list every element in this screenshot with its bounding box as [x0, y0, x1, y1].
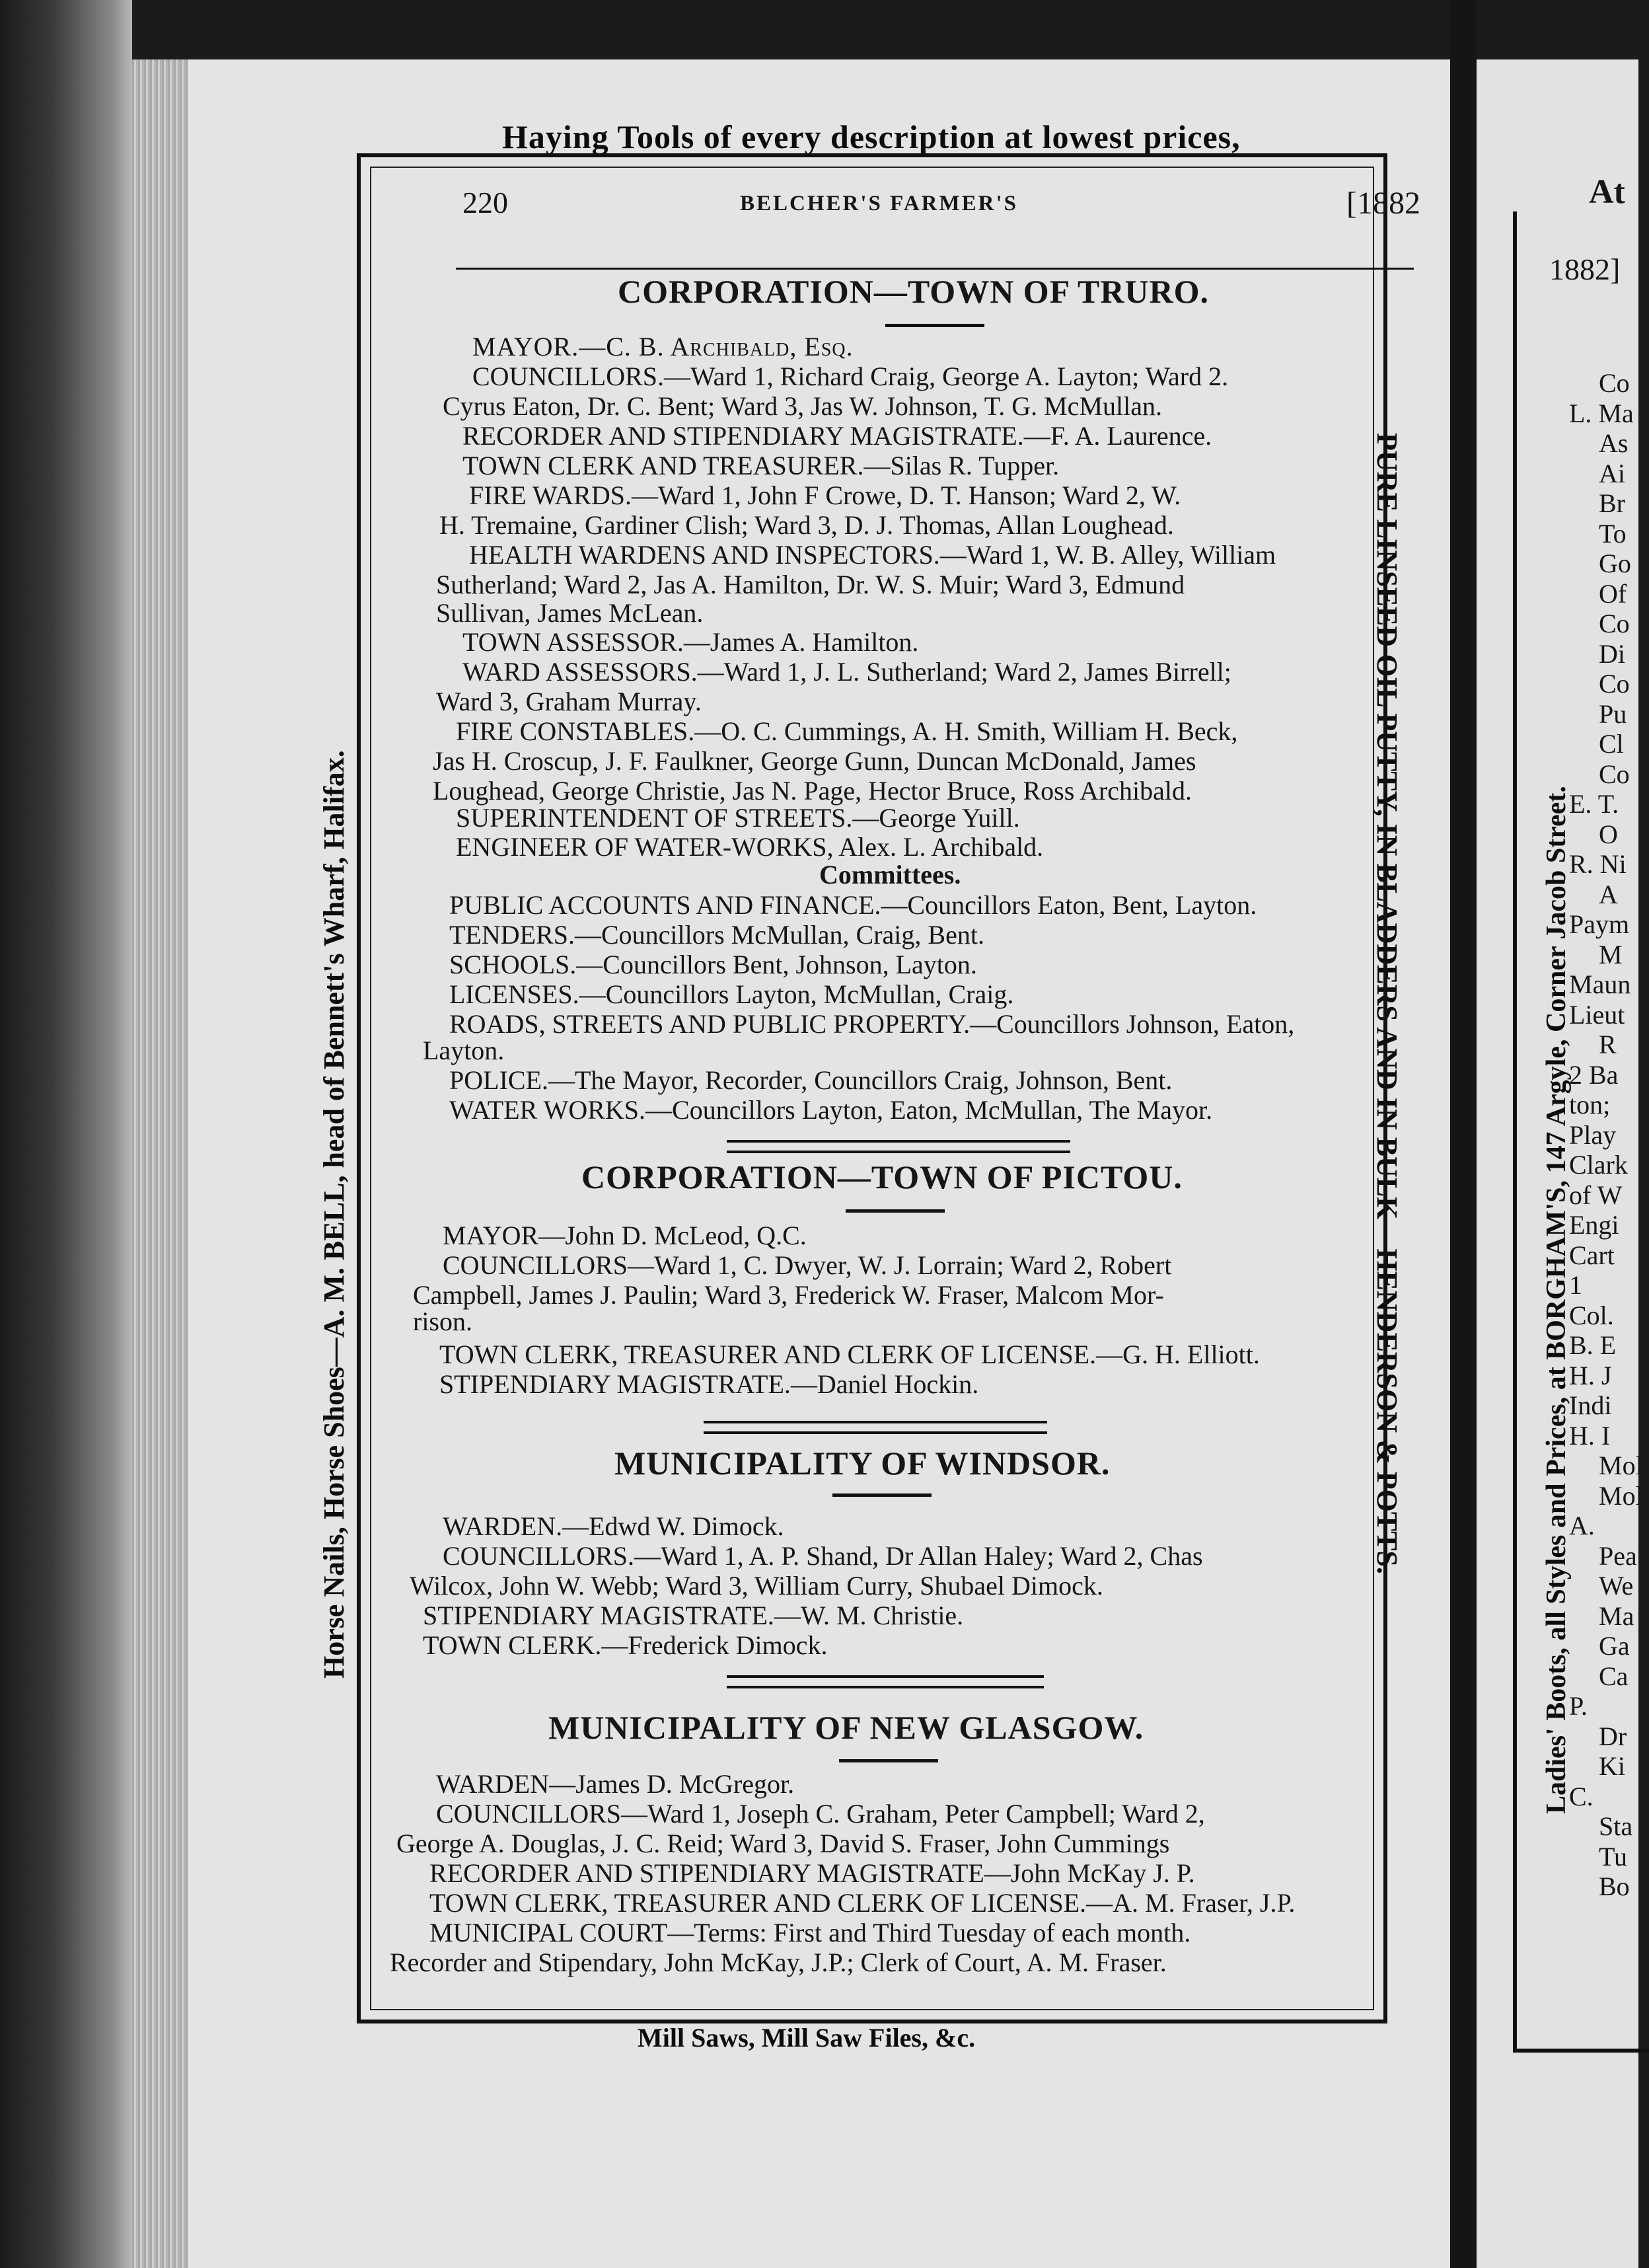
next-page-line-fragment: Col.	[1569, 1300, 1614, 1330]
truro-line: Sullivan, James McLean.	[436, 598, 704, 628]
committee-line: LICENSES.—Councillors Layton, McMullan, Craig.	[449, 979, 1014, 1009]
next-page-line-fragment: R	[1599, 1030, 1617, 1059]
next-page-line-fragment: A	[1599, 879, 1618, 909]
next-page-line-fragment: Mol	[1599, 1451, 1643, 1480]
next-page-line-fragment: Mol	[1599, 1480, 1643, 1511]
next-page-line-fragment: Indi	[1569, 1390, 1612, 1420]
next-page-line-fragment: P.	[1569, 1691, 1588, 1721]
next-page-line-fragment: 2 Ba	[1569, 1059, 1619, 1090]
truro-line: TOWN CLERK AND TREASURER.—Silas R. Tupper.	[462, 451, 1060, 480]
new-glasgow-line: RECORDER AND STIPENDIARY MAGISTRATE—John McKay J. P.	[429, 1858, 1195, 1888]
truro-title-rule	[885, 324, 984, 327]
new-glasgow-line: Recorder and Stipendary, John McKay, J.P.; Clerk of Court, A. M. Fraser.	[390, 1947, 1167, 1977]
next-page-line-fragment: Ai	[1599, 458, 1625, 488]
pictou-line: MAYOR—John D. McLeod, Q.C.	[443, 1221, 807, 1250]
page-gap	[1450, 0, 1477, 2268]
next-page-line-fragment: To	[1599, 518, 1627, 548]
binding-gutter	[0, 0, 132, 2268]
next-page-line-fragment: Clark	[1569, 1150, 1628, 1180]
next-page-line-fragment: Cl	[1599, 729, 1624, 759]
pictou-line: COUNCILLORS—Ward 1, C. Dwyer, W. J. Lorrain; Ward 2, Robert	[443, 1250, 1172, 1280]
truro-line: MAYOR.—C. B. Archibald, Esq.	[472, 332, 854, 361]
next-page-line-fragment: Pea	[1599, 1540, 1637, 1571]
windsor-title-rule	[832, 1493, 932, 1497]
new-glasgow-line: COUNCILLORS—Ward 1, Joseph C. Graham, Peter Campbell; Ward 2,	[436, 1799, 1205, 1829]
next-page-line-fragment: H. I	[1569, 1420, 1611, 1451]
committee-line: WATER WORKS.—Councillors Layton, Eaton, McMullan, The Mayor.	[449, 1095, 1213, 1125]
next-page-line-fragment: Maun	[1569, 969, 1631, 999]
section-divider	[727, 1140, 1070, 1153]
pictou-title: CORPORATION—TOWN OF PICTOU.	[581, 1158, 1183, 1195]
windsor-line: WARDEN.—Edwd W. Dimock.	[443, 1511, 784, 1541]
left-vertical-advertisement: Horse Nails, Horse Shoes—A. M. BELL, head of Bennett's Wharf, Halifax.	[318, 750, 350, 1679]
committees-heading: Committees.	[819, 860, 961, 889]
next-page-line-fragment: Paym	[1569, 909, 1630, 939]
truro-line: COUNCILLORS.—Ward 1, Richard Craig, George A. Layton; Ward 2.	[472, 361, 1229, 391]
truro-line: SUPERINTENDENT OF STREETS.—George Yuill.	[456, 803, 1020, 833]
truro-line: ENGINEER OF WATER-WORKS, Alex. L. Archibald.	[456, 832, 1044, 862]
new-glasgow-line: George A. Douglas, J. C. Reid; Ward 3, David S. Fraser, John Cummings	[396, 1829, 1170, 1858]
next-page-line-fragment: As	[1599, 428, 1629, 458]
pictou-line: TOWN CLERK, TREASURER AND CLERK OF LICENSE.—G. H. Elliott.	[439, 1340, 1260, 1369]
next-page-line-fragment: Co	[1599, 669, 1630, 699]
next-page-line-fragment: Go	[1599, 548, 1631, 578]
top-advertisement: Haying Tools of every description at lowest prices,	[502, 118, 1241, 155]
windsor-line: TOWN CLERK.—Frederick Dimock.	[423, 1630, 828, 1660]
section-divider	[727, 1675, 1044, 1688]
next-page-line-fragment: E. T.	[1569, 789, 1619, 819]
pictou-title-rule	[846, 1209, 945, 1213]
next-page-line-fragment: Ki	[1599, 1751, 1625, 1781]
truro-title: CORPORATION—TOWN OF TRURO.	[618, 273, 1210, 310]
next-page-line-fragment: ton;	[1569, 1090, 1611, 1119]
next-page-line-fragment: Ca	[1599, 1661, 1629, 1691]
new-glasgow-title-rule	[839, 1759, 938, 1762]
new-glasgow-line: TOWN CLERK, TREASURER AND CLERK OF LICENSE.—A. M. Fraser, J.P.	[429, 1888, 1296, 1918]
truro-line: Sutherland; Ward 2, Jas A. Hamilton, Dr. W. S. Muir; Ward 3, Edmund	[436, 570, 1185, 599]
windsor-line: Wilcox, John W. Webb; Ward 3, William Curry, Shubael Dimock.	[410, 1571, 1103, 1601]
next-page-line-fragment: M	[1599, 939, 1623, 969]
next-page-vertical-advertisement: Ladies' Boots, all Styles and Prices, at BORGHAM'S, 147 Argyle, Corner Jacob Street.	[1541, 786, 1572, 1814]
next-page-line-fragment: Bo	[1599, 1871, 1630, 1901]
next-page-line-fragment: 1	[1569, 1270, 1582, 1300]
pictou-line: Campbell, James J. Paulin; Ward 3, Frederick W. Fraser, Malcom Mor-	[413, 1280, 1164, 1310]
new-glasgow-line: WARDEN—James D. McGregor.	[436, 1769, 795, 1799]
truro-line: TOWN ASSESSOR.—James A. Hamilton.	[462, 627, 919, 657]
header-rule	[456, 268, 1414, 270]
next-page-line-fragment: C.	[1569, 1781, 1594, 1811]
committee-line: Layton.	[423, 1036, 505, 1065]
section-divider	[704, 1421, 1047, 1434]
next-page-line-fragment: O	[1599, 819, 1618, 849]
next-page-line-fragment: Lieut	[1569, 999, 1625, 1030]
committee-line: TENDERS.—Councillors McMullan, Craig, Bent.	[449, 920, 984, 950]
next-page-line-fragment: Co	[1599, 368, 1630, 398]
next-page-line-fragment: B. E	[1569, 1330, 1617, 1360]
page-number: 220	[462, 186, 508, 219]
page-edges	[132, 59, 188, 2268]
truro-line: WARD ASSESSORS.—Ward 1, J. L. Sutherland; Ward 2, James Birrell;	[462, 657, 1231, 687]
next-page-line-fragment: Ma	[1599, 1601, 1634, 1631]
next-page-line-fragment: Ga	[1599, 1631, 1630, 1661]
next-page-top-fragment: At	[1589, 173, 1625, 211]
running-header	[462, 185, 1420, 231]
next-page-line-fragment: Di	[1599, 638, 1625, 669]
next-page-line-fragment: H. J	[1569, 1360, 1612, 1390]
next-page-line-fragment: Play	[1569, 1119, 1617, 1150]
next-page-line-fragment: R. Ni	[1569, 849, 1627, 879]
next-page-line-fragment: Engi	[1569, 1210, 1619, 1240]
pictou-line: STIPENDIARY MAGISTRATE.—Daniel Hockin.	[439, 1369, 979, 1399]
next-page-line-fragment: of W	[1569, 1180, 1623, 1210]
new-glasgow-line: MUNICIPAL COURT—Terms: First and Third Tuesday of each month.	[429, 1918, 1191, 1947]
windsor-line: COUNCILLORS.—Ward 1, A. P. Shand, Dr Allan Haley; Ward 2, Chas	[443, 1541, 1203, 1571]
truro-line: H. Tremaine, Gardiner Clish; Ward 3, D. J. Thomas, Allan Loughead.	[439, 510, 1174, 540]
committee-line: PUBLIC ACCOUNTS AND FINANCE.—Councillors Eaton, Bent, Layton.	[449, 890, 1257, 920]
new-glasgow-title: MUNICIPALITY OF NEW GLASGOW.	[548, 1709, 1144, 1746]
windsor-line: STIPENDIARY MAGISTRATE.—W. M. Christie.	[423, 1601, 964, 1630]
next-page-line-fragment: Cart	[1569, 1240, 1615, 1270]
running-title: BELCHER'S FARMER'S	[740, 192, 1019, 215]
committee-line: POLICE.—The Mayor, Recorder, Councillors Craig, Johnson, Bent.	[449, 1065, 1173, 1095]
next-page-line-fragment: Sta	[1599, 1811, 1633, 1841]
truro-line: Cyrus Eaton, Dr. C. Bent; Ward 3, Jas W. Johnson, T. G. McMullan.	[443, 391, 1162, 421]
next-page-line-fragment: We	[1599, 1571, 1634, 1601]
bottom-advertisement: Mill Saws, Mill Saw Files, &c.	[638, 2023, 976, 2053]
next-page-line-fragment: Pu	[1599, 699, 1627, 729]
truro-line: Ward 3, Graham Murray.	[436, 687, 702, 716]
next-page-line-fragment: A.	[1569, 1511, 1595, 1540]
next-page-year: 1882]	[1549, 252, 1621, 286]
committee-line: SCHOOLS.—Councillors Bent, Johnson, Layton.	[449, 950, 977, 979]
next-page-line-fragment: Of	[1599, 578, 1627, 609]
truro-line: Jas H. Croscup, J. F. Faulkner, George Gunn, Duncan McDonald, James	[433, 746, 1196, 776]
next-page-line-fragment: Co	[1599, 609, 1630, 638]
truro-line: Loughead, George Christie, Jas N. Page, Hector Bruce, Ross Archibald.	[433, 776, 1192, 806]
windsor-title: MUNICIPALITY OF WINDSOR.	[614, 1445, 1111, 1482]
next-page-line-fragment: L. Ma	[1569, 398, 1634, 428]
right-vertical-advertisement: PURE LINSEED OIL PUTTY, IN BLADDERS AND IN BULK—HENDERSON & POTTS.	[1371, 433, 1403, 1574]
truro-line: HEALTH WARDENS AND INSPECTORS.—Ward 1, W. B. Alley, William	[469, 540, 1276, 570]
truro-line: RECORDER AND STIPENDIARY MAGISTRATE.—F. A. Laurence.	[462, 421, 1212, 451]
pictou-line: rison.	[413, 1306, 472, 1336]
next-page-line-fragment: Co	[1599, 759, 1630, 789]
next-page-line-fragment: Dr	[1599, 1721, 1627, 1751]
committee-line: ROADS, STREETS AND PUBLIC PROPERTY.—Councillors Johnson, Eaton,	[449, 1009, 1295, 1039]
header-year: [1882	[1346, 186, 1420, 221]
truro-line: FIRE WARDS.—Ward 1, John F Crowe, D. T. Hanson; Ward 2, W.	[469, 480, 1181, 510]
next-page-line-fragment: Tu	[1599, 1841, 1628, 1871]
truro-line: FIRE CONSTABLES.—O. C. Cummings, A. H. Smith, William H. Beck,	[456, 716, 1238, 746]
next-page-line-fragment: Br	[1599, 488, 1625, 518]
